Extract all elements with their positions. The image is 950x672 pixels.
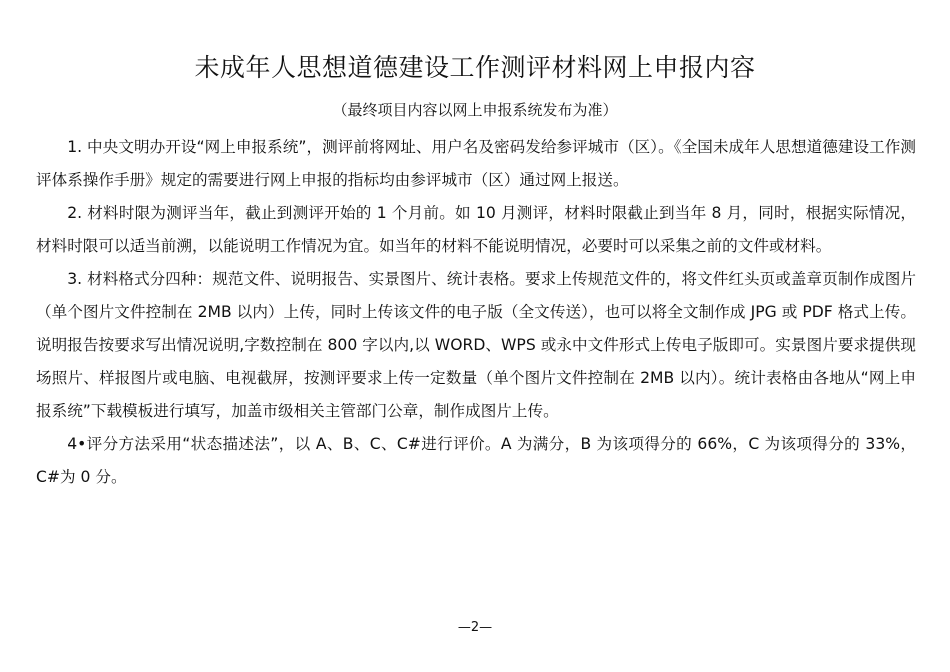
document-title: 未成年人思想道德建设工作测评材料网上申报内容 [194, 53, 756, 82]
paragraph-3: 3. 材料格式分四种：规范文件、说明报告、实景图片、统计表格。要求上传规范文件的，将文件红头页或盖章页制作成图片（单个图片文件控制在 2MB 以内）上传，同时上传该文件的电子版（全文传送），也可以将全文制作成 JPG 或 PDF 格式上传。说明报告按要求写出情况说明,字数控制在 800 字以内,以 WORD、WPS 或永中文件形式上传电子版即可。实景图片要求提供现场照片、样报图片或电脑、电视截屏，按测评要求上传一定数量（单个图片文件控制在 2MB 以内）。统计表格由各地从“网上申报系统”下载模板进行填写，加盖市级相关主管部门公章，制作成图片上传。 [36, 270, 916, 420]
document-body [36, 131, 916, 494]
paragraph-4: 4•评分方法采用“状态描述法”，以 A、B、C、C#进行评价。A 为满分，B 为该项得分的 66%，C 为该项得分的 33%，C#为 0 分。 [36, 435, 916, 486]
page-number: —2— [457, 620, 493, 635]
paragraph-2: 2. 材料时限为测评当年，截止到测评开始的 1 个月前。如 10 月测评，材料时限截止到当年 8 月，同时，根据实际情况，材料时限可以适当前溯，以能说明工作情况为宜。如当年的材料不能说明情况，必要时可以采集之前的文件或材料。 [36, 204, 916, 255]
document-subtitle: （最终项目内容以网上申报系统发布为准） [332, 101, 618, 119]
paragraph-1: 1. 中央文明办开设“网上申报系统”，测评前将网址、用户名及密码发给参评城市（区）。《全国未成年人思想道德建设工作测评体系操作手册》规定的需要进行网上申报的指标均由参评城市（区）通过网上报送。 [36, 138, 916, 189]
